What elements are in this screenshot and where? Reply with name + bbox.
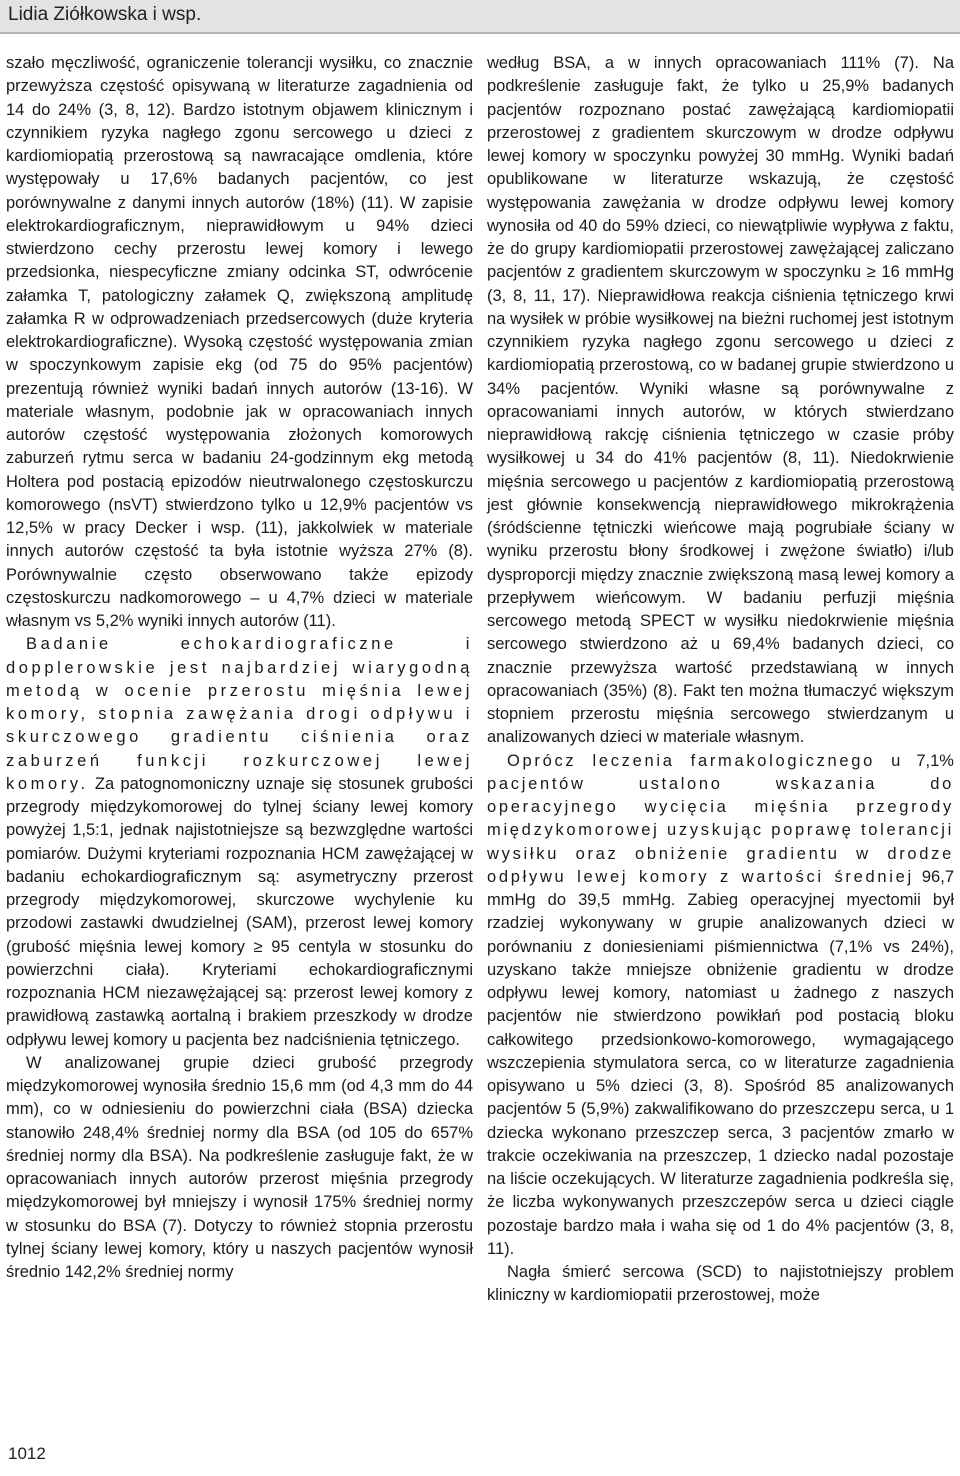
page-number: 1012 <box>8 1444 46 1463</box>
spaced-lead-text: Badanie echokardiograficzne i dopplerowskie jest najbardziej wiarygodną metodą w ocenie przerostu mięśnia lewej komory, stopnia zawężania drogi odpływu i skurczowego gradientu ciśnienia oraz zaburzeń funkcji rozkurczowej lewej komory. <box>6 635 473 793</box>
left-paragraph-3: W analizowanej grupie dzieci grubość przegrody międzykomorowej wynosiła średnio 15,6 mm (od 4,3 mm do 44 mm), co w odniesieniu do powierzchni ciała (BSA) dziecka stanowiło 248,4% średniej normy dla BSA (od 105 do 657% średniej normy dla BSA). Na podkreślenie zasługuje fakt, że w opracowaniach innych autorów przerost mięśnia przegrody międzykomorowej był mniejszy i wynosił 175% średniej normy w stosunku do BSA (7). Dotyczy to również stopnia przerostu tylnej ściany lewej komory, który u naszych pacjentów wynosił średnio 142,2% średniej normy <box>6 1053 473 1281</box>
right-paragraph-2 <box>487 750 954 1262</box>
left-paragraph-2 <box>6 633 473 1052</box>
paragraph-body: Za patognomoniczny uznaje się stosunek grubości przegrody międzykomorowej do tylnej ściany lewej komory powyżej 1,5:1, jednak najistotniejsze są bezwzględne wartości pomiarów. Dużymi kryteriami rozpoznania HCM zawężającej w badaniu echokardiograficznym są: asymetryczny przerost przegrody międzykomorowej, skurczowe wychylenie ku przodowi zastawki dwudzielnej (SAM), przerost lewej komory (grubość mięśnia lewej komory ≥ 95 centyla w stosunku do powierzchni ciała). Kryteriami echokardiograficznymi rozpoznania HCM niezawężającej są: przerost lewej komory z prawidłową zastawką aortalną i brakiem przeszkody w drodze odpływu lewej komory u pacjenta bez nadciśnienia tętniczego. <box>6 774 473 1049</box>
paragraph-body: 7,1% <box>903 751 954 770</box>
left-paragraph-1: szało męczliwość, ograniczenie tolerancji wysiłku, co znacznie przewyższa częstość opisywaną w literaturze zagadnienia od 14 do 24% (3, 8, 12). Bardzo istotnym objawem klinicznym i czynnikiem ryzyka nagłego zgonu sercowego u dzieci z kardiomiopatią przerostową są nawracające omdlenia, które występowały u 17,6% badanych pacjentów, co jest porównywalne z danymi innych autorów (18%) (11). W zapisie elektrokardiograficznym, nieprawidłowym u 94% dzieci stwierdzono cechy przerostu lewej komory i lewego przedsionka, niespecyficzne zmiany odcinka ST, odwrócenie załamka T, patologiczny załamek Q, zwiększoną amplitudę załamka R w odprowadzeniach przedsercowych (duże kryteria elektrokardiograficzne). Wysoką częstość występowania zmian w spoczynkowym zapisie ekg (od 75 do 95% pacjentów) prezentują również wyniki badań innych autorów (13-16). W materiale własnym, podobnie jak w opracowaniach innych autorów częstość występowania złożonych komorowych zaburzeń rytmu serca w badaniu 24-godzinnym ekg metodą Holtera pod postacią epizodów nieutrwalonego częstoskurczu komorowego (nsVT) stwierdzono tylko u 12,9% pacjentów vs 12,5% w pracy Decker i wsp. (11), jakkolwiek w materiale innych autorów częstość ta była istotnie wyższa 27% (8). Porównywalnie często obserwowano także epizody częstoskurczu nadkomorowego – u 4,7% dzieci w materiale własnym vs 5,2% wyniki innych autorów (11). <box>6 54 473 630</box>
running-header <box>0 0 960 34</box>
spaced-lead-text: Oprócz leczenia farmakologicznego u <box>507 751 903 770</box>
running-title: Lidia Ziółkowska i wsp. <box>8 4 202 25</box>
paragraph-body-2: 96,7 mmHg do 39,5 mmHg. Zabieg operacyjnej myectomii był rzadziej wykonywany w grupie analizowanych dzieci w porównaniu z doniesieniami piśmiennictwa (7,1% vs 24%), uzyskano także mniejsze obniżenie gradientu w drodze odpływu lewej komory, natomiast u żadnego z naszych pacjentów nie stwierdzono powikłań pod postacią bloku całkowitego przedsionkowo-komorowego, wymagającego wszczepienia stymulatora serca, co w literaturze zagadnienia opisywano u 5% dzieci (3, 8). Spośród 85 analizowanych pacjentów 5 (5,9%) zakwalifikowano do przeszczepu serca, u 1 dziecka wykonano przeszczep serca, 3 pacjentów zmarło w trakcie oczekiwania na przeszczep, 1 dziecko nadal pozostaje na liście oczekujących. W literaturze zagadnienia podkreśla się, że liczba wykonywanych przeszczepów serca u dzieci ciągle pozostaje bardzo mała i waha się od 1 do 4% pacjentów (3, 8, 11). <box>487 867 954 1258</box>
left-column <box>6 52 473 1284</box>
right-column <box>487 52 954 1308</box>
right-paragraph-1: według BSA, a w innych opracowaniach 111% (7). Na podkreślenie zasługuje fakt, że tylko u 25,9% badanych pacjentów rozpoznano postać zawężającą kardiomiopatii przerostowej z gradientem skurczowym w drodze odpływu lewej komory w spoczynku powyżej 30 mmHg. Wyniki badań opublikowane w literaturze wskazują, że częstość występowania zawężania w drodze odpływu lewej komory wynosiła od 40 do 59% dzieci, co niewątpliwie wypływa z faktu, że do grupy kardiomiopatii przerostowej zawężającej zaliczano pacjentów z gradientem skurczowym w spoczynku ≥ 16 mmHg (3, 8, 11, 17). Nieprawidłowa reakcja ciśnienia tętniczego krwi na wysiłek w próbie wysiłkowej na bieżni ruchomej jest istotnym czynnikiem ryzyka nagłego zgonu sercowego u dzieci z kardiomiopatią przerostową, co w badanej grupie stwierdzono u 34% pacjentów. Wyniki własne są porównywalne z opracowaniami innych autorów, w których stwierdzano nieprawidłową rakcję ciśnienia tętniczego w czasie próby wysiłkowej u 34 do 41% pacjentów (8, 11). Niedokrwienie mięśnia sercowego u pacjentów z kardiomiopatią przerostową jest głównie konsekwencją nieprawidłowego mikrokrążenia (śródścienne tętniczki wieńcowe mają pogrubiałe ściany w wyniku przerostu błony środkowej i zwężone światło) i/lub dysproporcji między znacznie zwiększoną masą lewej komory a przepływem wieńcowym. W badaniu perfuzji mięśnia sercowego metodą SPECT w wysiłku niedokrwienie mięśnia sercowego stwierdzono aż u 69,4% badanych dzieci, co znacznie przewyższa wartość przedstawianą w innych opracowaniach (35%) (8). Fakt ten można tłumaczyć większym stopniem przerostu mięśnia sercowego stwierdzanym u analizowanych dzieci w materiale własnym. <box>487 54 954 747</box>
right-paragraph-3: Nagła śmierć sercowa (SCD) to najistotniejszy problem kliniczny w kardiomiopatii przerostowej, może <box>487 1263 954 1305</box>
spaced-lead-text-2: pacjentów ustalono wskazania do operacyjnego wycięcia mięśnia przegrody międzykomorowej uzyskując poprawę tolerancji wysiłku oraz obniżenie gradientu w drodze odpływu lewej komory z wartości średniej <box>487 774 954 886</box>
